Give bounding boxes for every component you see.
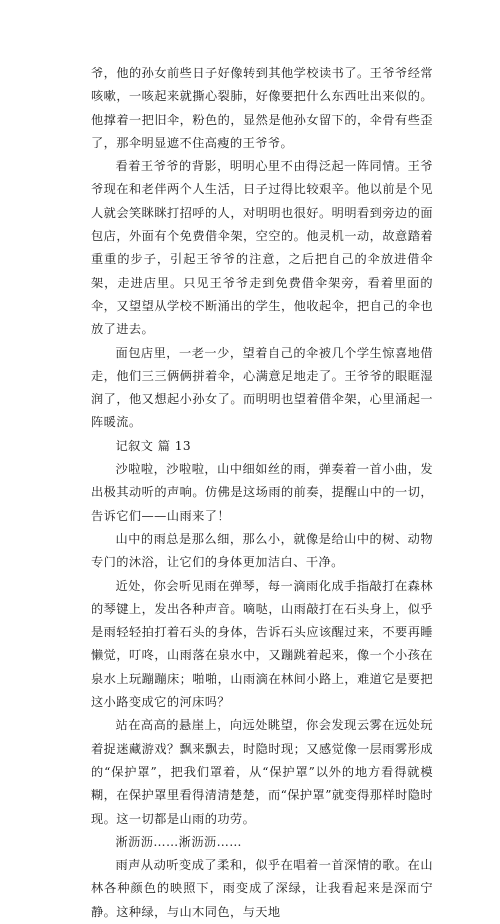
paragraph: 看着王爷爷的背影，明明心里不由得泛起一阵同情。王爷爷现在和老伴两个人生活，日子过得比较艰辛。他以前是个见人就会笑眯眯打招呼的人，对明明也很好。明明看到旁边的面包店，外面有个免费借伞架，空空的。他灵机一动，故意踏着重重的步子，引起王爷爷的注意，之后把自己的伞放进借伞架，走进店里。只见王爷爷走到免费借伞架旁，看着里面的伞，又望望从学校不断涌出的学生，他收起伞，把自己的伞也放了进去。 [91, 159, 433, 337]
paragraph: 面包店里，一老一少，望着自己的伞被几个学生惊喜地借走，他们三三俩俩拼着伞，心满意足地走了。王爷爷的眼眶湿润了，他又想起小孙女了。而明明也望着借伞架，心里涌起一阵暖流。 [91, 345, 433, 430]
section-heading: 记叙文 篇 13 [115, 438, 192, 453]
paragraph: 爷，他的孙女前些日子好像转到其他学校读书了。王爷爷经常咳嗽，一咳起来就撕心裂肺，好像要把什么东西吐出来似的。他撑着一把旧伞，粉色的，显然是他孙女留下的，伞骨有些歪了，那伞明显遮不住高瘦的王爷爷。 [91, 66, 433, 150]
paragraph: 山中的雨总是那么细，那么小，就像是给山中的树、动物专门的沐浴，让它们的身体更加洁白、干净。 [91, 531, 433, 570]
paragraph: 站在高高的悬崖上，向远处眺望，你会发现云雾在远处玩着捉迷藏游戏？飘来飘去，时隐时现；又感觉像一层雨雾形成的“保护罩”，把我们罩着，从“保护罩”以外的地方看得就模糊，在保护罩里看得清清楚楚，而“保护罩”就变得那样时隐时现。这一切都是山雨的功劳。 [91, 718, 433, 826]
paragraph: 淅沥沥……淅沥沥…… [115, 834, 242, 849]
paragraph: 雨声从动听变成了柔和，似乎在唱着一首深情的歌。在山林各种颜色的映照下，雨变成了深绿，让我看起来是深而宁静。这种绿，与山木同色，与天地 [91, 858, 433, 919]
paragraph: 近处，你会听见雨在弹琴，每一滴雨化成手指敲打在森林的琴键上，发出各种声音。嘀哒，山雨敲打在石头身上，似乎是雨轻轻拍打着石头的身体，告诉石头应该醒过来，不要再睡懒觉，叮咚，山雨落在泉水中，又蹦跳着起来，像一个小孩在泉水上玩蹦蹦床；啪啪，山雨滴在林间小路上，难道它是要把这小路变成它的河床吗？ [91, 578, 433, 710]
paragraph: 沙啦啦，沙啦啦，山中细如丝的雨，弹奏着一首小曲，发出极其动听的声响。仿佛是这场雨的前奏，提醒山中的一切，告诉它们——山雨来了！ [91, 462, 433, 523]
article-body [91, 62, 433, 924]
